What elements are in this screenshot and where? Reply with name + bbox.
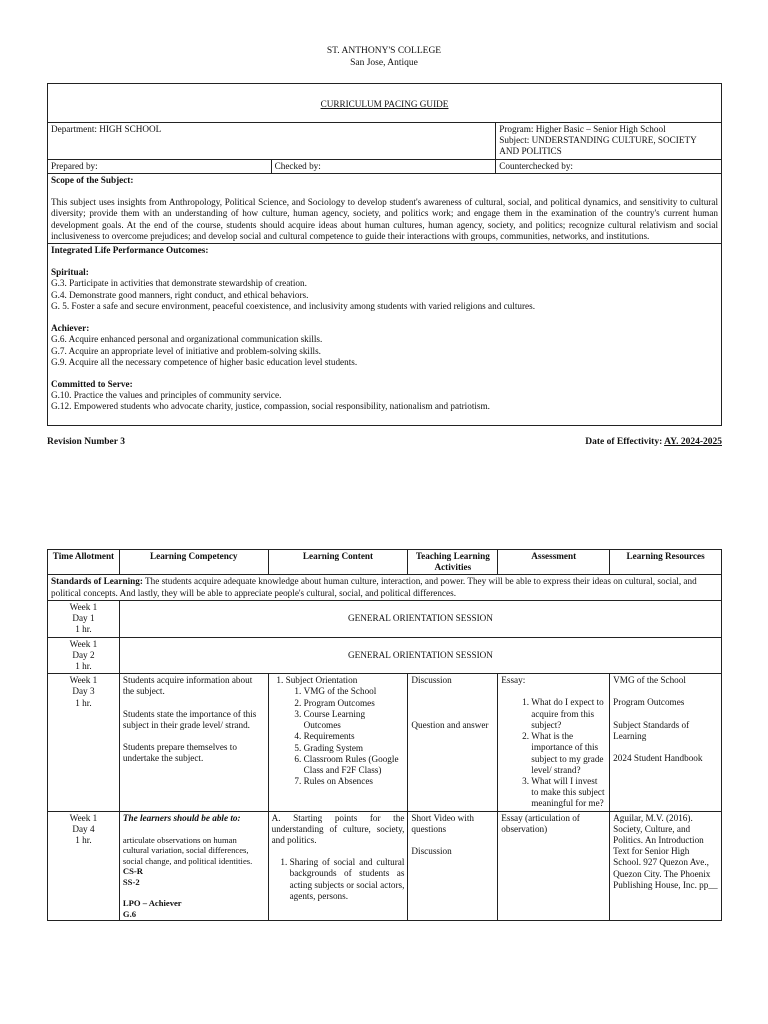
standards-cell [48,575,722,600]
header-teaching-activities: Teaching Learning Activities [408,550,498,575]
activities-cell: Short Video with questions Discussion [408,811,498,921]
competency-cell: The learners should be able to: articulate observations on human cultural variation, social differences, social change, and political identities. CS-R SS-2 LPO – Achiever G.6 [119,811,268,921]
table-row [48,600,722,637]
outcome-item: G. 5. Foster a safe and secure environment, peaceful coexistence, and inclusivity among students with varied religions and cultures. [51,300,535,311]
resources-cell: Aguilar, M.V. (2016). Society, Culture, and Politics. An Introduction Text for Senior High School. 927 Quezon Ave., Quezon City. The Phoenix Publishing House, Inc. pp__ [610,811,722,921]
time-cell: Week 1 Day 3 1 hr. [48,674,120,811]
header-time-allotment: Time Allotment [48,550,120,575]
content-cell: A. Starting points for the understanding of culture, society, and politics. 1. Sharing of social and cultural backgrounds of students as acting subjects or social actors, agents, persons. [268,811,408,921]
scope-cell [48,173,722,243]
competency-cell: Students acquire information about the subject. Students state the importance of this subject in their grade level/ strand. Students prepare themselves to undertake the subject. [119,674,268,811]
header-assessment: Assessment [498,550,610,575]
content-cell: 1. Subject Orientation 1. VMG of the School 2. Program Outcomes 3. Course Learning Outcomes 4. Requirements 5. Grading System 6. Classroom Rules (Google Class and F2F Class) 7. Rules on Absences [268,674,408,811]
date-of-effectivity: Date of Effectivity: AY. 2024-2025 [585,437,722,447]
header-learning-content: Learning Content [268,550,408,575]
outcome-item: G.12. Empowered students who advocate charity, justice, compassion, social responsibility, nationalism and patriotism. [51,401,490,412]
program-cell [496,123,722,160]
header-learning-competency: Learning Competency [119,550,268,575]
checked-by-cell: Checked by: [271,159,496,173]
table-row [48,811,722,921]
scope-title: Scope of the Subject: [51,174,134,185]
ilpo-cell [48,243,722,425]
effectivity-value: AY. 2024-2025 [664,437,722,447]
outcome-item: G.9. Acquire all the necessary competence of higher basic education level students. [51,356,358,367]
program-text: Program: Higher Basic – Senior High School [499,124,666,134]
outcome-item: G.4. Demonstrate good manners, right conduct, and ethical behaviors. [51,289,309,300]
spiritual-title: Spiritual: [51,267,89,278]
outcome-item: G.10. Practice the values and principles of community service. [51,390,282,401]
table-row [48,674,722,811]
activities-cell: Discussion Question and answer [408,674,498,811]
orientation-cell: GENERAL ORIENTATION SESSION [119,637,721,674]
table-row [48,637,722,674]
school-name: ST. ANTHONY'S COLLEGE [326,46,442,56]
outcome-item: G.6. Acquire enhanced personal and organizational communication skills. [51,334,323,345]
school-header [0,45,768,70]
orientation-cell: GENERAL ORIENTATION SESSION [119,600,721,637]
standards-text: The students acquire adequate knowledge about human culture, interaction, and power. They will be able to express their ideas on cultural, social, and political concepts. And lastly, they will be able to appreciate people's cultural, social, and political differences. [51,576,697,598]
pacing-table [47,549,722,921]
prepared-by-cell: Prepared by: [48,159,272,173]
department-cell: Department: HIGH SCHOOL [48,123,496,160]
assessment-cell: Essay: 1. What do I expect to acquire from this subject? 2. What is the importance of this subject to my grade level/ strand? 3. What will I invest to make this subject meaningful for me? [498,674,610,811]
revision-line [47,437,722,449]
ilpo-title: Integrated Life Performance Outcomes: [51,244,209,255]
outcome-item: G.7. Acquire an appropriate level of initiative and problem-solving skills. [51,345,321,356]
time-cell: Week 1 Day 4 1 hr. [48,811,120,921]
header-learning-resources: Learning Resources [610,550,722,575]
committed-title: Committed to Serve: [51,378,133,389]
time-cell: Week 1 Day 2 1 hr. [48,637,120,674]
subject-text: Subject: UNDERSTANDING CULTURE, SOCIETY AND POLITICS [499,135,697,157]
curriculum-guide-table [47,83,722,426]
resources-cell: VMG of the School Program Outcomes Subject Standards of Learning 2024 Student Handbook [610,674,722,811]
counterchecked-by-cell: Counterchecked by: [496,159,722,173]
pacing-header-row [48,550,722,575]
achiever-title: Achiever: [51,323,90,334]
school-location: San Jose, Antique [350,58,418,69]
guide-caption: CURRICULUM PACING GUIDE [48,84,722,123]
outcome-item: G.3. Participate in activities that demonstrate stewardship of creation. [51,278,307,289]
time-cell: Week 1 Day 1 1 hr. [48,600,120,637]
revision-number: Revision Number 3 [47,437,125,447]
standards-label: Standards of Learning: [51,576,143,587]
scope-text: This subject uses insights from Anthropology, Political Science, and Sociology to develop student's awareness of cultural, social, and political dynamics, and sensitivity to cultural diversity; provide them with an understanding of how culture, human agency, society, and politics work; and engage them in the examination of the country's current human development goals. At the end of the course, students should acquire ideas about human cultures, human agency, society, and politics; recognize cultural relativism and social inclusiveness to overcome prejudices; and develop social and cultural competence to guide their interactions with groups, communities, networks, and institutions. [51,197,718,241]
assessment-cell: Essay (articulation of observation) [498,811,610,921]
